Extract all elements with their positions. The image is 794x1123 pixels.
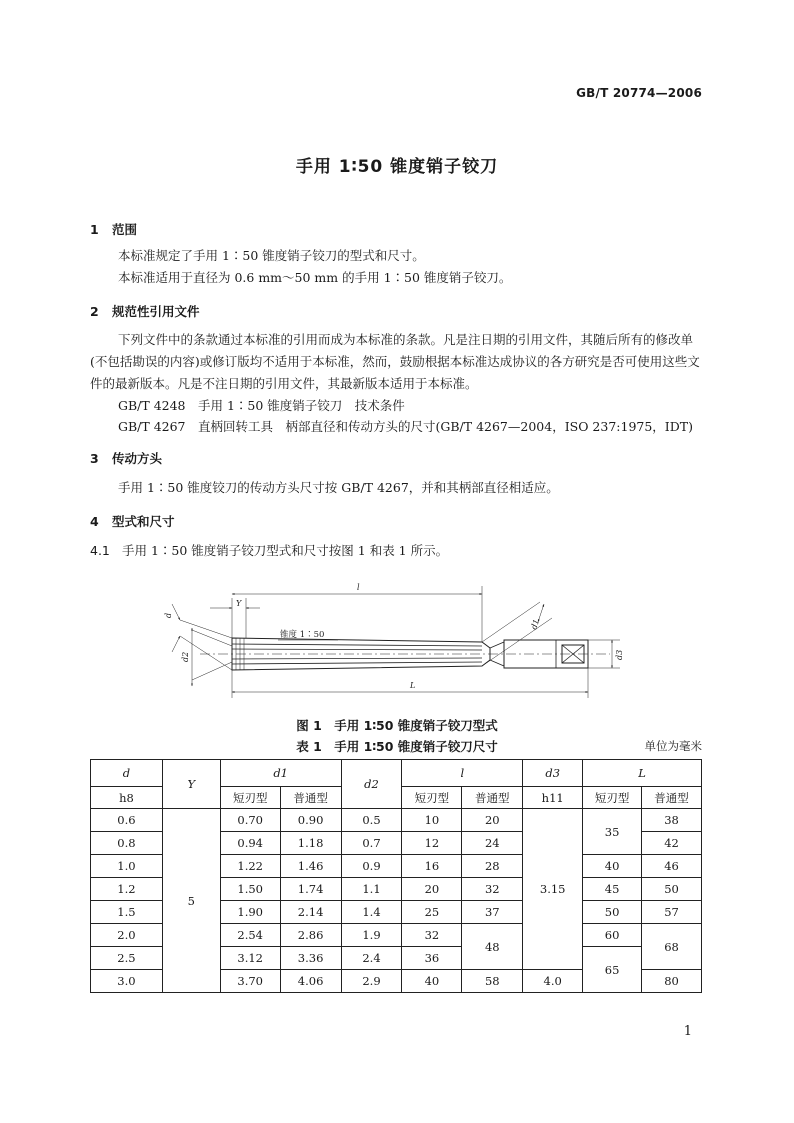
dimension-table [90,759,702,993]
section-1-para-2: 本标准适用于直径为 0.6 mm～50 mm 的手用 1∶50 锥度销子铰刀。 [118,270,512,285]
cell-total-length-normal: 68 [642,924,702,970]
leader-line [192,662,232,680]
reamer-drawing [160,576,640,701]
total-length-short: 短刃型 [583,787,642,809]
leader-line [192,630,232,646]
cell-total-length-short: 35 [583,809,642,855]
cell-d3: 3.15 [523,809,583,970]
d-arrow [172,604,180,620]
cell-d1-normal: 3.36 [280,947,341,970]
d3-label: d3 [615,649,624,660]
d-arrow [172,636,180,652]
cell-total-length-normal: 42 [642,832,702,855]
subsection-number: 4.1 [90,543,110,558]
cell-d1-short: 0.94 [220,832,280,855]
cell-d2: 1.9 [341,924,402,947]
cell-l-normal: 24 [462,832,523,855]
section-2-para-1: 下列文件中的条款通过本标准的引用而成为本标准的条款。凡是注日期的引用文件，其随后所有的修改单(不包括勘误的内容)或修订版均不适用于本标准，然而，鼓励根据本标准达成协议的各方研究是否可使用这些文件的最新版本。凡是不注日期的引用文件，其最新版本适用于本标准。 [90,332,700,391]
cell-d: 0.8 [91,832,163,855]
subsection-4-1 [90,541,448,559]
cell-d2: 0.9 [341,855,402,878]
cell-total-length-short: 45 [583,878,642,901]
cell-d1-normal: 1.74 [280,878,341,901]
d-tolerance: h8 [91,787,163,809]
cell-total-length-short: 50 [583,901,642,924]
section-2-heading [90,302,200,320]
col-d: d [91,760,163,787]
cell-total-length-short: 60 [583,924,642,947]
standard-number: GB/T 20774—2006 [576,86,702,100]
cutting-part-outline [232,638,490,670]
cell-total-length-normal: 80 [642,970,702,993]
cell-l-short: 25 [402,901,462,924]
unit-note: 单位为毫米 [644,739,702,753]
cell-d1-normal: 2.86 [280,924,341,947]
cell-d: 2.0 [91,924,163,947]
cell-l-normal: 28 [462,855,523,878]
d1-short: 短刃型 [220,787,280,809]
cell-total-length-short: 40 [583,855,642,878]
col-y: Y [162,760,220,809]
cell-d1-short: 1.50 [220,878,280,901]
section-number: 2 [90,304,99,319]
cell-total-length-normal: 38 [642,809,702,832]
table-row [91,809,702,832]
cell-d2: 0.5 [341,809,402,832]
cell-l-normal: 58 [462,970,523,993]
section-3-heading [90,449,162,467]
cell-d1-short: 3.70 [220,970,280,993]
leader-line [180,620,232,638]
total-length-label: L [410,681,416,690]
cell-d: 0.6 [91,809,163,832]
section-3-para-1: 手用 1∶50 锥度铰刀的传动方头尺寸按 GB/T 4267，并和其柄部直径相适应。 [118,480,559,495]
section-number: 1 [90,222,99,237]
cell-total-length-normal: 50 [642,878,702,901]
cell-d3: 4.0 [523,970,583,993]
cell-d2: 2.4 [341,947,402,970]
cell-d1-short: 1.22 [220,855,280,878]
cell-l-normal: 32 [462,878,523,901]
d1-label: d1 [529,618,542,631]
document-title: 手用 1∶50 锥度销子铰刀 [295,157,499,177]
flute-line [232,644,482,646]
cell-l-normal: 48 [462,924,523,970]
leader-line [482,618,552,666]
figure-caption: 图 1 手用 1∶50 锥度销子铰刀型式 [296,718,498,733]
cell-d: 1.2 [91,878,163,901]
cell-d1-short: 1.90 [220,901,280,924]
cell-d1-normal: 4.06 [280,970,341,993]
cell-y: 5 [162,809,220,993]
table-caption: 表 1 手用 1∶50 锥度销子铰刀尺寸 [296,739,498,754]
cell-d1-normal: 1.18 [280,832,341,855]
subsection-text: 手用 1∶50 锥度销子铰刀型式和尺寸按图 1 和表 1 所示。 [122,543,449,558]
col-d1: d1 [220,760,341,787]
page-number: 1 [683,1024,692,1039]
flute-line [232,658,482,659]
cell-d1-short: 3.12 [220,947,280,970]
cell-d: 1.0 [91,855,163,878]
cell-l-short: 20 [402,878,462,901]
d1-dimension [538,604,544,622]
col-total-length: L [583,760,702,787]
total-length-normal: 普通型 [642,787,702,809]
cell-d2: 1.4 [341,901,402,924]
cell-d: 3.0 [91,970,163,993]
cell-l-short: 36 [402,947,462,970]
cell-total-length-normal: 46 [642,855,702,878]
l-label: l [357,583,360,592]
section-title: 规范性引用文件 [112,304,200,319]
d3-tolerance: h11 [523,787,583,809]
reference-gbt4267: GB/T 4267 直柄回转工具 柄部直径和传动方头的尺寸(GB/T 4267—2004，ISO 237:1975，IDT) [118,419,693,434]
table-header-row [91,760,702,787]
section-title: 传动方头 [112,451,163,466]
y-label: Y [236,599,242,608]
cell-l-short: 40 [402,970,462,993]
section-4-heading [90,512,175,530]
taper-label: 锥度 1∶50 [280,630,325,640]
d2-label: d2 [181,651,190,662]
cell-l-short: 10 [402,809,462,832]
cell-d: 1.5 [91,901,163,924]
cell-d1-normal: 1.46 [280,855,341,878]
reference-gbt4248: GB/T 4248 手用 1∶50 锥度销子铰刀 技术条件 [118,398,405,413]
section-number: 4 [90,514,99,529]
col-d2: d2 [341,760,402,809]
cell-total-length-normal: 57 [642,901,702,924]
section-1-heading [90,220,137,238]
cell-d1-short: 2.54 [220,924,280,947]
cell-l-normal: 20 [462,809,523,832]
cell-total-length-short: 65 [583,947,642,993]
section-title: 型式和尺寸 [112,514,175,529]
cell-d1-normal: 2.14 [280,901,341,924]
section-1-para-1: 本标准规定了手用 1∶50 锥度销子铰刀的型式和尺寸。 [118,248,425,263]
flute-line [232,649,482,650]
cell-d2: 1.1 [341,878,402,901]
cell-d: 2.5 [91,947,163,970]
cell-l-normal: 37 [462,901,523,924]
cell-d2: 2.9 [341,970,402,993]
cell-d1-short: 0.70 [220,809,280,832]
col-l: l [402,760,523,787]
col-d3: d3 [523,760,583,787]
section-number: 3 [90,451,99,466]
cell-d2: 0.7 [341,832,402,855]
l-short: 短刃型 [402,787,462,809]
cell-d1-normal: 0.90 [280,809,341,832]
section-title: 范围 [112,222,138,237]
cell-l-short: 32 [402,924,462,947]
l-normal: 普通型 [462,787,523,809]
cell-l-short: 16 [402,855,462,878]
d1-normal: 普通型 [280,787,341,809]
cell-l-short: 12 [402,832,462,855]
flute-line [232,662,482,664]
d-label: d [164,612,173,618]
